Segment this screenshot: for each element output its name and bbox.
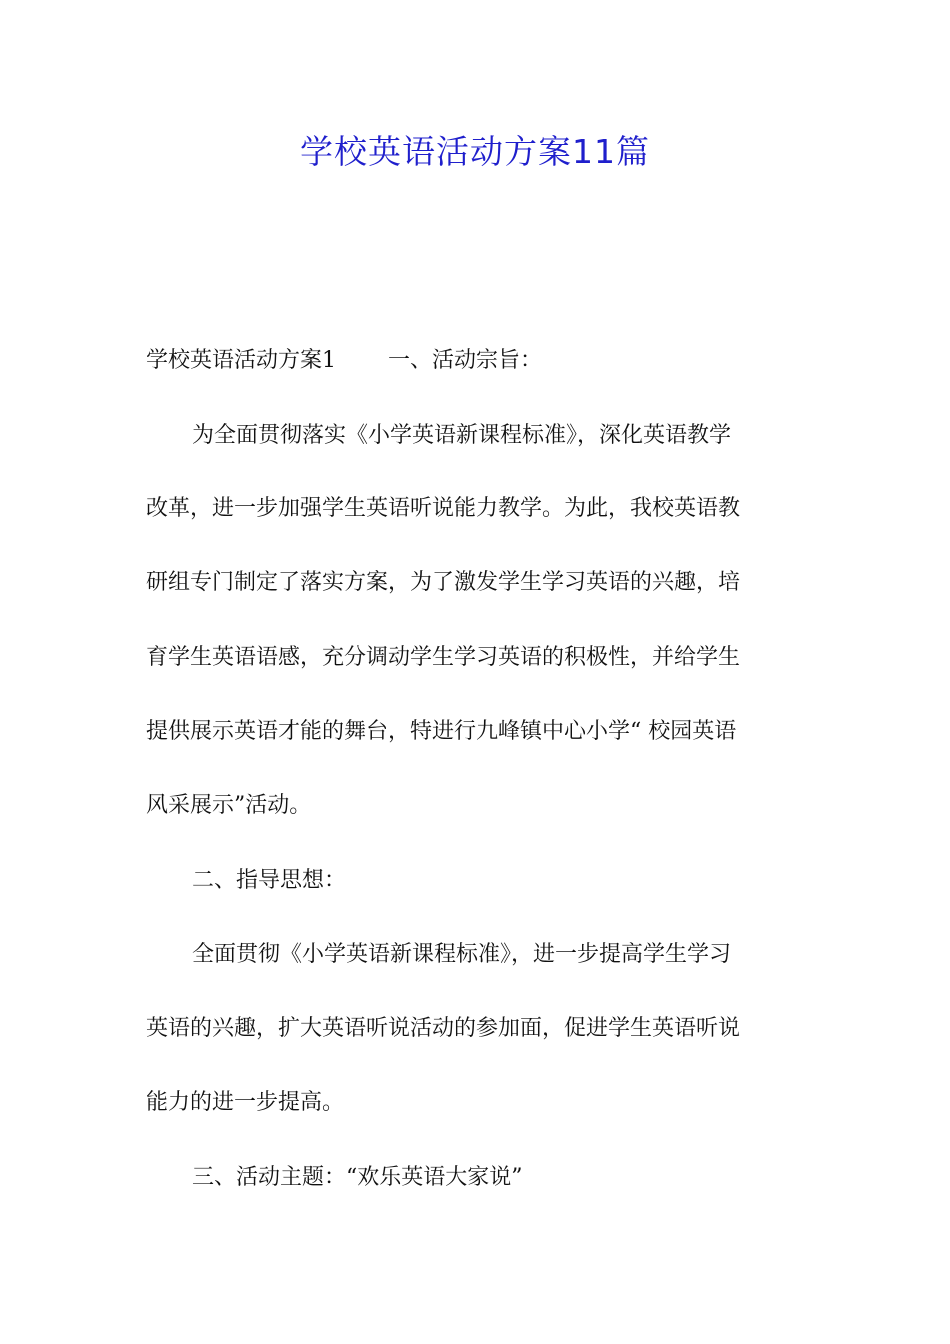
paragraph-line-heading [146, 343, 811, 379]
paragraph-line: 能力的进一步提高。 [146, 1090, 345, 1115]
document-title: 学校英语活动方案11篇 [300, 132, 650, 171]
paragraph-line: 改革，进一步加强学生英语听说能力教学。为此，我校英语教 [146, 496, 741, 521]
section-heading-3: 三、活动主题：“欢乐英语大家说” [192, 1165, 523, 1190]
paragraph-line: 风采展示”活动。 [146, 793, 312, 818]
paragraph-line: 为全面贯彻落实《小学英语新课程标准》，深化英语教学 [192, 423, 732, 448]
paragraph-line: 全面贯彻《小学英语新课程标准》，进一步提高学生学习 [192, 942, 732, 967]
paragraph-line: 研组专门制定了落实方案，为了激发学生学习英语的兴趣，培 [146, 570, 741, 595]
section-label: 学校英语活动方案1 [146, 348, 336, 373]
paragraph-line: 英语的兴趣，扩大英语听说活动的参加面，促进学生英语听说 [146, 1016, 741, 1041]
paragraph-line: 提供展示英语才能的舞台，特进行九峰镇中心小学“ 校园英语 [146, 719, 737, 744]
section-heading-2: 二、指导思想： [192, 868, 347, 893]
section-heading-1: 一、活动宗旨： [388, 348, 543, 373]
paragraph-line: 育学生英语语感，充分调动学生学习英语的积极性，并给学生 [146, 645, 741, 670]
